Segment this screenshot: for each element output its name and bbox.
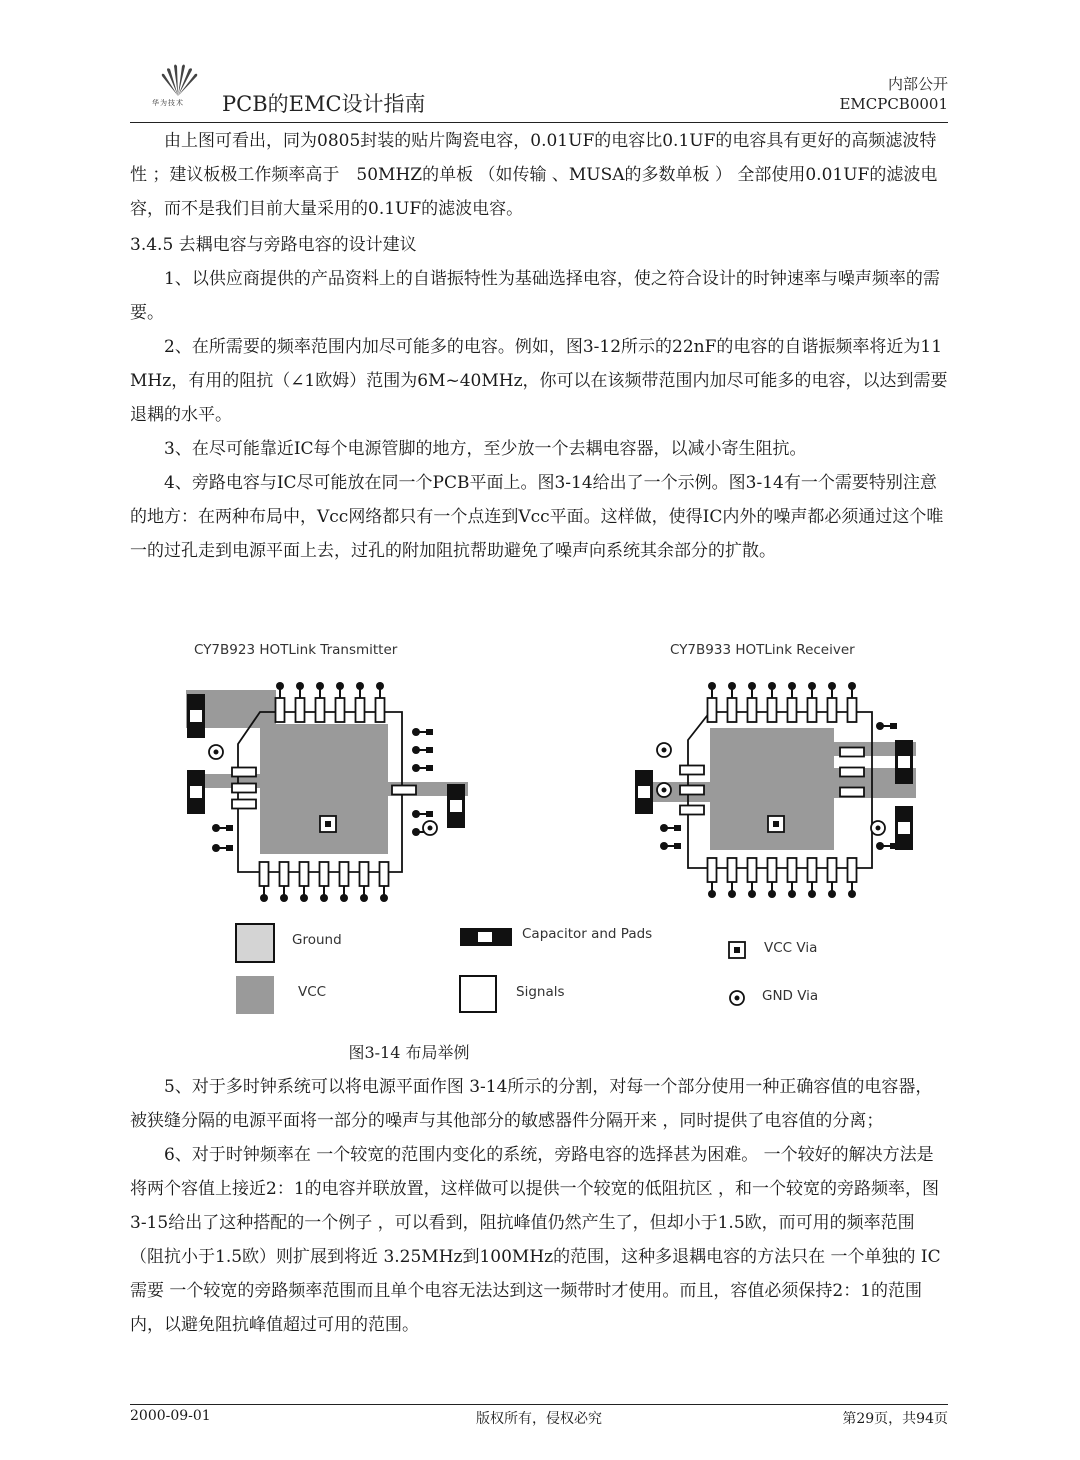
page-footer — [130, 1404, 948, 1427]
header-right — [839, 74, 948, 114]
legend-vcc-via-label: VCC Via — [764, 940, 818, 956]
footer-page-number: 第29页，共94页 — [842, 1411, 948, 1427]
legend-capacitor-label: Capacitor and Pads — [522, 926, 653, 942]
layout-diagram — [130, 632, 948, 1072]
paragraph-3: 2、在所需要的频率范围内加尽可能多的电容。例如，图3-12所示的22nF的电容的自谐振频率将近为11 MHz，有用的阻抗（∠1欧姆）范围为6M~40MHz，你可以在该频带范围内加尽可能多的电容，以达到需要退耦的水平。 — [130, 337, 948, 425]
receiver-layout — [635, 682, 916, 898]
body-text-top — [130, 124, 948, 568]
receiver-title: CY7B933 HOTLink Receiver — [670, 642, 855, 658]
transmitter-title: CY7B923 HOTLink Transmitter — [194, 642, 398, 658]
layout-figure — [130, 632, 948, 1072]
legend-vcc-swatch — [236, 976, 274, 1014]
body-text-bottom — [130, 1070, 948, 1342]
legend-gnd-via-icon — [730, 991, 744, 1005]
footer-copyright: 版权所有，侵权必究 — [476, 1411, 602, 1427]
logo-text: 华为技术 — [152, 99, 184, 107]
transmitter-layout — [186, 682, 468, 902]
legend-vcc-label: VCC — [298, 984, 327, 1000]
transmitter-vcc-plane — [260, 724, 388, 854]
document-title: PCB的EMC设计指南 — [222, 92, 426, 116]
paragraph-1: 由上图可看出，同为0805封装的贴片陶瓷电容，0.01UF的电容比0.1UF的电容具有更好的高频滤波特性 ；建议板极工作频率高于 50MHZ的单板 （如传输 、MUSA的多数单板 ） 全部使用0.01UF的滤波电容，而不是我们目前大量采用的0.1UF的滤波电容。 — [130, 131, 938, 219]
legend-signals-swatch — [460, 976, 496, 1012]
paragraph-2: 1、以供应商提供的产品资料上的自谐振特性为基础选择电容，使之符合设计的时钟速率与噪声频率的需要。 — [130, 269, 940, 323]
legend-gnd-via-label: GND Via — [762, 988, 819, 1004]
document-code: EMCPCB0001 — [839, 95, 948, 113]
legend-ground-label: Ground — [292, 932, 342, 948]
section-heading: 3.4.5 去耦电容与旁路电容的设计建议 — [130, 235, 417, 255]
legend-vcc-via-icon — [729, 942, 745, 958]
legend-signals-label: Signals — [516, 984, 565, 1000]
paragraph-6: 5、对于多时钟系统可以将电源平面作图 3-14所示的分割，对每一个部分使用一种正确容值的电容器，被狭缝分隔的电源平面将一部分的噪声与其他部分的敏感器件分隔开来 ，同时提供了电容值的分离； — [130, 1077, 933, 1131]
paragraph-7: 6、对于时钟频率在 一个较宽的范围内变化的系统，旁路电容的选择甚为困难。 一个较好的解决方法是将两个容值上接近2：1的电容并联放置，这样做可以提供一个较宽的低阻抗区 ，和一个较宽的旁路频率，图3-15给出了这种搭配的一个例子 ，可以看到，阻抗峰值仍然产生了，但却小于1.5欧，而可用的频率范围 （阻抗小于1.5欧）则扩展到将近 3.25MHz到100MHz的范围，这种多退耦电容的方法只在 一个单独的 IC需要 一个较宽的旁路频率范围而且单个电容无法达到这一频带时才使用。而且，容值必须保持2：1的范围内，以避免阻抗峰值超过可用的范围。 — [130, 1145, 941, 1335]
paragraph-5: 4、旁路电容与IC尽可能放在同一个PCB平面上。图3-14给出了一个示例。图3-14有一个需要特别注意的地方：在两种布局中，Vcc网络都只有一个点连到Vcc平面。这样做，使得IC内外的噪声都必须通过这个唯一的过孔走到电源平面上去，过孔的附加阻抗帮助避免了噪声向系统其余部分的扩散。 — [130, 473, 944, 561]
figure-caption: 图3-14 布局举例 — [348, 1043, 470, 1062]
page-header — [130, 60, 948, 123]
paragraph-4: 3、在尽可能靠近IC每个电源管脚的地方，至少放一个去耦电容器，以减小寄生阻抗。 — [164, 439, 807, 459]
footer-date: 2000-09-01 — [130, 1408, 211, 1424]
legend-ground-swatch — [236, 924, 274, 962]
classification-label: 内部公开 — [887, 75, 948, 93]
